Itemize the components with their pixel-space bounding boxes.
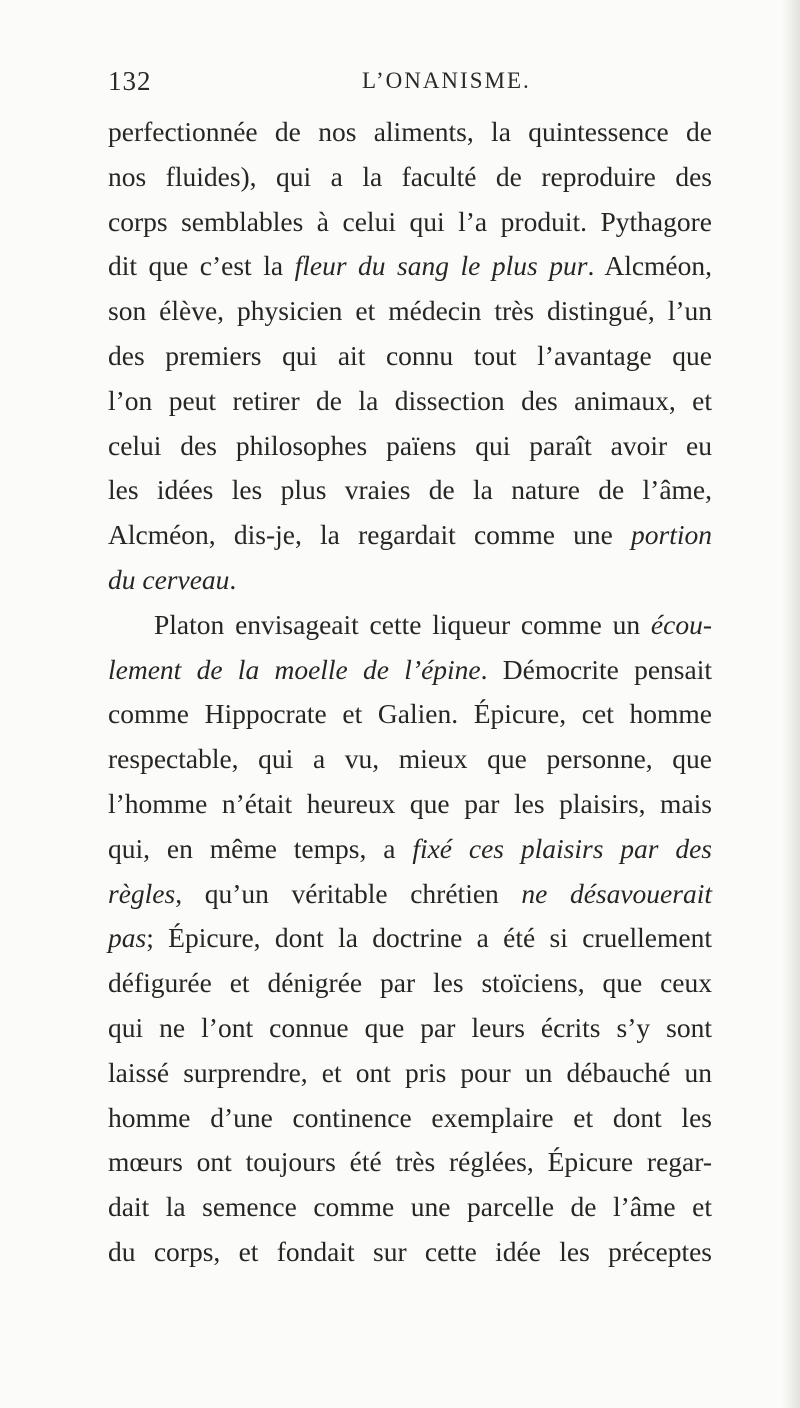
- text-segment: défigurée et dénigrée par les stoïciens, que ceux: [108, 967, 712, 999]
- italic-text-segment: pas: [108, 922, 147, 954]
- page-number: 132: [108, 66, 152, 96]
- text-segment: Platon envisageait cette liqueur comme un: [154, 608, 651, 640]
- text-segment: ; Épicure, dont la doctrine a été si cruellement: [146, 922, 712, 954]
- text-segment: perfectionnée de nos aliments, la quintessence de: [108, 116, 712, 147]
- italic-text-segment: lement de la moelle de l’épine: [108, 653, 481, 685]
- text-segment: comme Hippocrate et Galien. Épicure, cet homme: [108, 698, 712, 730]
- text-segment: dit que c’est la: [108, 250, 295, 282]
- text-line: [108, 782, 712, 827]
- text-line: [108, 916, 712, 961]
- text-segment: .: [229, 563, 237, 595]
- text-line: [108, 961, 712, 1006]
- text-line: [108, 468, 712, 513]
- text-segment: nos fluides), qui a la faculté de reproduire des: [108, 160, 712, 192]
- text-line: [108, 424, 712, 469]
- text-line: [108, 513, 712, 558]
- text-segment: l’on peut retirer de la dissection des animaux, et: [108, 384, 712, 416]
- text-line: [108, 737, 712, 782]
- text-line: [108, 334, 712, 379]
- text-line: [108, 692, 712, 737]
- text-segment: laissé surprendre, et ont pris pour un débauché un: [108, 1056, 712, 1088]
- text-segment: corps semblables à celui qui l’a produit. Pythagore: [108, 205, 712, 237]
- text-line: [108, 1140, 712, 1185]
- italic-text-segment: écou-: [650, 608, 712, 640]
- text-line: [108, 1006, 712, 1051]
- text-line: [108, 872, 712, 917]
- text-line: [108, 603, 712, 648]
- text-segment: respectable, qui a vu, mieux que personne, que: [108, 743, 712, 775]
- text-line: [108, 110, 712, 155]
- text-segment: celui des philosophes païens qui paraît avoir eu: [108, 429, 712, 461]
- italic-text-segment: portion: [631, 519, 712, 551]
- text-segment: Alcméon, dis-je, la regardait comme une: [108, 519, 632, 551]
- text-segment: . Démocrite pensait: [480, 653, 712, 685]
- text-segment: dait la semence comme une parcelle de l’âme et: [108, 1191, 712, 1223]
- page-edge-shadow: [782, 0, 800, 1408]
- text-line: [108, 1096, 712, 1141]
- text-line: [108, 648, 712, 693]
- text-line: [108, 558, 712, 603]
- text-segment: son élève, physicien et médecin très distingué, l’un: [108, 295, 712, 327]
- text-segment: l’homme n’était heureux que par les plaisirs, mais: [108, 787, 712, 819]
- text-line: [108, 289, 712, 334]
- italic-text-segment: du cerveau: [108, 563, 230, 595]
- italic-text-segment: fixé ces plaisirs par des: [412, 832, 712, 864]
- italic-text-segment: ne désavouerait: [521, 877, 712, 909]
- text-line: [108, 155, 712, 200]
- text-line: [108, 379, 712, 424]
- body-text: [108, 110, 712, 1275]
- running-title: L’ONANISME.: [362, 68, 531, 93]
- text-segment: les idées les plus vraies de la nature de l’âme,: [108, 474, 712, 506]
- italic-text-segment: fleur du sang le plus pur: [294, 250, 588, 282]
- text-segment: homme d’une continence exemplaire et dont les: [108, 1101, 712, 1133]
- text-segment: . Alcméon,: [587, 250, 713, 282]
- text-line: [108, 1185, 712, 1230]
- text-line: [108, 1051, 712, 1096]
- text-line: [108, 827, 712, 872]
- text-line: [108, 244, 712, 289]
- text-segment: qui ne l’ont connue que par leurs écrits s’y sont: [108, 1011, 712, 1043]
- text-line: [108, 200, 712, 245]
- text-line: [108, 1230, 712, 1275]
- text-segment: , qu’un véritable chrétien: [175, 877, 522, 909]
- text-segment: du corps, et fondait sur cette idée les préceptes: [108, 1235, 712, 1267]
- italic-text-segment: règles: [108, 877, 176, 909]
- text-segment: qui, en même temps, a: [108, 832, 413, 864]
- text-segment: des premiers qui ait connu tout l’avantage que: [108, 339, 712, 371]
- text-segment: mœurs ont toujours été très réglées, Épicure regar-: [108, 1146, 712, 1178]
- page-header: [108, 66, 712, 106]
